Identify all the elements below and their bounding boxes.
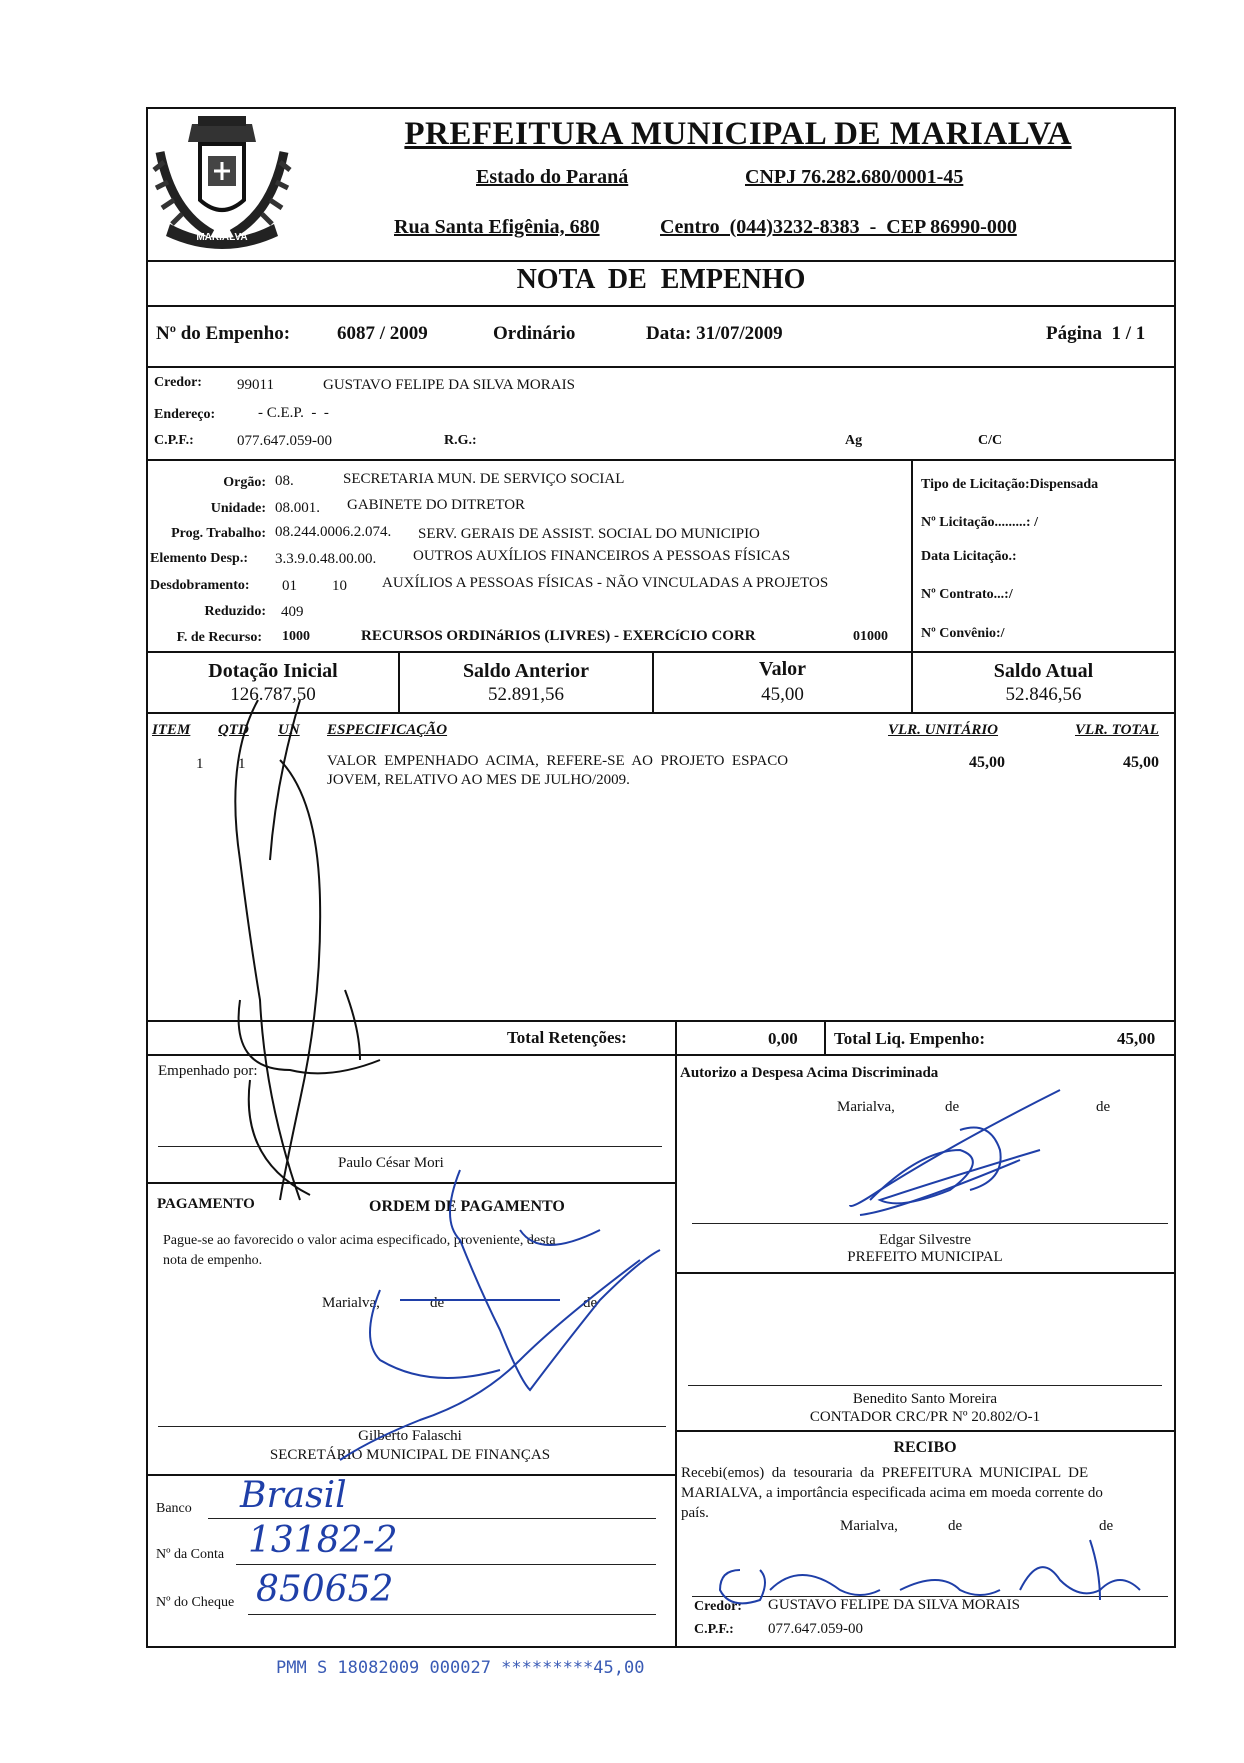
row-unit-value: 45,00 [969, 754, 1005, 771]
divider [208, 1518, 656, 1519]
autorizo-de-2: de [1096, 1099, 1111, 1115]
rg-label: R.G.: [444, 433, 477, 448]
pagamento-de-2: de [583, 1295, 598, 1311]
retencoes-label: Total Retenções: [507, 1028, 627, 1047]
contador-name: Benedito Santo Moreira [852, 1391, 998, 1407]
orgao-code: 08. [275, 473, 294, 489]
recibo-de-2: de [1099, 1518, 1114, 1534]
elemento-desc: OUTROS AUXÍLIOS FINANCEIROS A PESSOAS FÍSICAS [413, 548, 791, 564]
frame-right [1174, 107, 1176, 1648]
empenho-number: 6087 / 2009 [337, 323, 428, 344]
unidade-desc: GABINETE DO DITRETOR [347, 497, 526, 513]
divider [675, 1020, 677, 1648]
state-label: Estado do Paraná [476, 166, 629, 188]
desdobramento-code-1: 01 [282, 578, 297, 594]
orgao-desc: SECRETARIA MUN. DE SERVIÇO SOCIAL [343, 471, 625, 487]
retencoes-value: 0,00 [768, 1029, 798, 1048]
divider [688, 1385, 1162, 1386]
pagamento-place: Marialva, [322, 1295, 380, 1311]
divider [911, 459, 913, 653]
row-item: 1 [196, 756, 204, 772]
fonte-desc: RECURSOS ORDINáRIOS (LIVRES) - EXERCíCIO CORR [361, 628, 756, 644]
secretario-name: Gilberto Falaschi [358, 1428, 462, 1444]
divider [146, 260, 1176, 262]
divider [146, 459, 1176, 461]
col-unit-header: VLR. UNITÁRIO [888, 722, 999, 738]
recibo-credor-label: Credor: [694, 1599, 742, 1614]
pagamento-text-1: Pague-se ao favorecido o valor acima especificado, proveniente, desta [163, 1233, 556, 1248]
saldo-anterior-label: Saldo Anterior [462, 660, 590, 682]
pagamento-text-2: nota de empenho. [163, 1253, 263, 1268]
row-spec-line-2: JOVEM, RELATIVO AO MES DE JULHO/2009. [327, 772, 630, 788]
empenho-type: Ordinário [493, 323, 576, 344]
credor-name: GUSTAVO FELIPE DA SILVA MORAIS [323, 377, 575, 393]
elemento-code: 3.3.9.0.48.00.00. [275, 551, 377, 567]
autorizo-de-1: de [945, 1099, 960, 1115]
numero-contrato: Nº Contrato...:/ [921, 587, 1013, 602]
divider [146, 1054, 1176, 1056]
frame-left [146, 107, 148, 1648]
cnpj-label: CNPJ 76.282.680/0001-45 [745, 166, 964, 188]
fonte-code-2: 01000 [853, 629, 888, 644]
col-item-header: ITEM [152, 722, 191, 738]
col-un-header: UN [278, 722, 300, 738]
empenho-number-label: Nº do Empenho: [156, 323, 291, 344]
frame-bottom [146, 1646, 1176, 1648]
endereco-label: Endereço: [154, 407, 216, 422]
cpf-label: C.P.F.: [154, 433, 194, 448]
divider [158, 1146, 662, 1147]
divider [146, 1182, 676, 1184]
credor-label: Credor: [154, 375, 202, 390]
contador-role: CONTADOR CRC/PR Nº 20.802/O-1 [809, 1409, 1041, 1425]
agency-label: Ag [845, 433, 863, 448]
recibo-text-3: país. [681, 1505, 709, 1521]
divider [676, 1430, 1176, 1432]
recibo-credor-value: GUSTAVO FELIPE DA SILVA MORAIS [768, 1597, 1020, 1613]
saldo-anterior-value: 52.891,56 [488, 684, 564, 705]
divider [146, 1474, 676, 1476]
desdobramento-desc: AUXÍLIOS A PESSOAS FÍSICAS - NÃO VINCULADAS A PROJETOS [382, 575, 829, 591]
divider [146, 305, 1176, 307]
divider [824, 1020, 826, 1056]
divider [236, 1564, 656, 1565]
recibo-cpf-label: C.P.F.: [694, 1622, 734, 1637]
tipo-licitacao: Tipo de Licitação:Dispensada [921, 477, 1099, 492]
fonte-label: F. de Recurso: [176, 630, 262, 645]
row-total-value: 45,00 [1123, 754, 1159, 771]
unidade-label: Unidade: [210, 501, 266, 516]
recibo-de-1: de [948, 1518, 963, 1534]
empenhado-label: Empenhado por: [158, 1063, 258, 1079]
divider [146, 712, 1176, 714]
divider [692, 1223, 1168, 1224]
autorizo-place: Marialva, [837, 1099, 895, 1115]
valor-label: Valor [758, 658, 807, 680]
reduzido-value: 409 [281, 604, 304, 620]
endereco-value: - C.E.P. - - [258, 405, 329, 421]
divider [248, 1614, 656, 1615]
row-spec-line-1: VALOR EMPENHADO ACIMA, REFERE-SE AO PROJETO ESPACO [327, 753, 789, 769]
banco-handwritten: Brasil [240, 1475, 347, 1516]
divider [676, 1272, 1176, 1274]
secretario-role: SECRETÁRIO MUNICIPAL DE FINANÇAS [269, 1447, 551, 1463]
prog-desc: SERV. GERAIS DE ASSIST. SOCIAL DO MUNICIPIO [418, 526, 760, 542]
document-title: NOTA DE EMPENHO [516, 264, 806, 295]
recibo-place: Marialva, [840, 1518, 898, 1534]
dotacao-label: Dotação Inicial [208, 660, 338, 682]
svg-text:MARIALVA: MARIALVA [196, 232, 248, 243]
banco-label: Banco [156, 1501, 192, 1516]
elemento-label: Elemento Desp.: [150, 551, 248, 566]
row-qtd: 1 [238, 756, 246, 772]
conta-label: Nº da Conta [156, 1547, 225, 1562]
empenho-date: Data: 31/07/2009 [646, 323, 783, 344]
cpf-value: 077.647.059-00 [237, 433, 332, 449]
data-licitacao: Data Licitação.: [921, 549, 1017, 564]
recibo-title: RECIBO [893, 1439, 957, 1456]
numero-licitacao: Nº Licitação.........: / [921, 515, 1038, 530]
unidade-code: 08.001. [275, 500, 320, 516]
payment-stamp: PMM S 18082009 000027 *********45,00 [276, 1658, 645, 1678]
dotacao-value: 126.787,50 [230, 684, 316, 705]
prog-code: 08.244.0006.2.074. [275, 524, 392, 540]
liquido-label: Total Liq. Empenho: [834, 1029, 985, 1048]
coat-of-arms-logo [152, 112, 292, 257]
prog-label: Prog. Trabalho: [171, 526, 266, 541]
address-contact: Centro (044)3232-8383 - CEP 86990-000 [660, 216, 1017, 238]
reduzido-label: Reduzido: [204, 604, 266, 619]
recibo-text-2: MARIALVA, a importância especificada acima em moeda corrente do [681, 1485, 1103, 1501]
col-total-header: VLR. TOTAL [1075, 722, 1159, 738]
autorizo-title: Autorizo a Despesa Acima Discriminada [680, 1065, 939, 1081]
frame-top [146, 107, 1176, 109]
saldo-atual-label: Saldo Atual [993, 660, 1094, 682]
numero-convenio: Nº Convênio:/ [921, 626, 1005, 641]
recibo-cpf-value: 077.647.059-00 [768, 1621, 863, 1637]
desdobramento-label: Desdobramento: [150, 578, 250, 593]
account-label: C/C [978, 433, 1003, 448]
saldo-atual-value: 52.846,56 [1005, 684, 1082, 705]
col-spec-header: ESPECIFICAÇÃO [327, 722, 448, 738]
divider [146, 366, 1176, 368]
recibo-text-1: Recebi(emos) da tesouraria da PREFEITURA MUNICIPAL DE [681, 1465, 1089, 1481]
page-title: PREFEITURA MUNICIPAL DE MARIALVA [404, 116, 1072, 152]
cheque-label: Nº do Cheque [156, 1595, 235, 1610]
fonte-code: 1000 [282, 629, 310, 644]
col-qtd-header: QTD [218, 722, 249, 738]
pagamento-de-1: de [430, 1295, 445, 1311]
page-number: Página 1 / 1 [1046, 323, 1146, 344]
valor-value: 45,00 [761, 684, 804, 705]
conta-handwritten: 13182-2 [248, 1520, 398, 1561]
credor-code: 99011 [237, 377, 274, 393]
prefeito-name: Edgar Silvestre [878, 1232, 972, 1248]
pagamento-label: PAGAMENTO [157, 1196, 255, 1212]
ordem-pagamento-title: ORDEM DE PAGAMENTO [369, 1198, 565, 1215]
divider [146, 1020, 1176, 1022]
prefeito-role: PREFEITO MUNICIPAL [847, 1249, 1003, 1265]
cheque-handwritten: 850652 [256, 1569, 394, 1610]
divider [158, 1426, 666, 1427]
address-street: Rua Santa Efigênia, 680 [394, 216, 600, 238]
divider [146, 651, 1176, 653]
desdobramento-code-2: 10 [332, 578, 347, 594]
empenhado-name: Paulo César Mori [338, 1155, 444, 1171]
liquido-value: 45,00 [1117, 1029, 1156, 1048]
orgao-label: Orgão: [223, 475, 266, 490]
